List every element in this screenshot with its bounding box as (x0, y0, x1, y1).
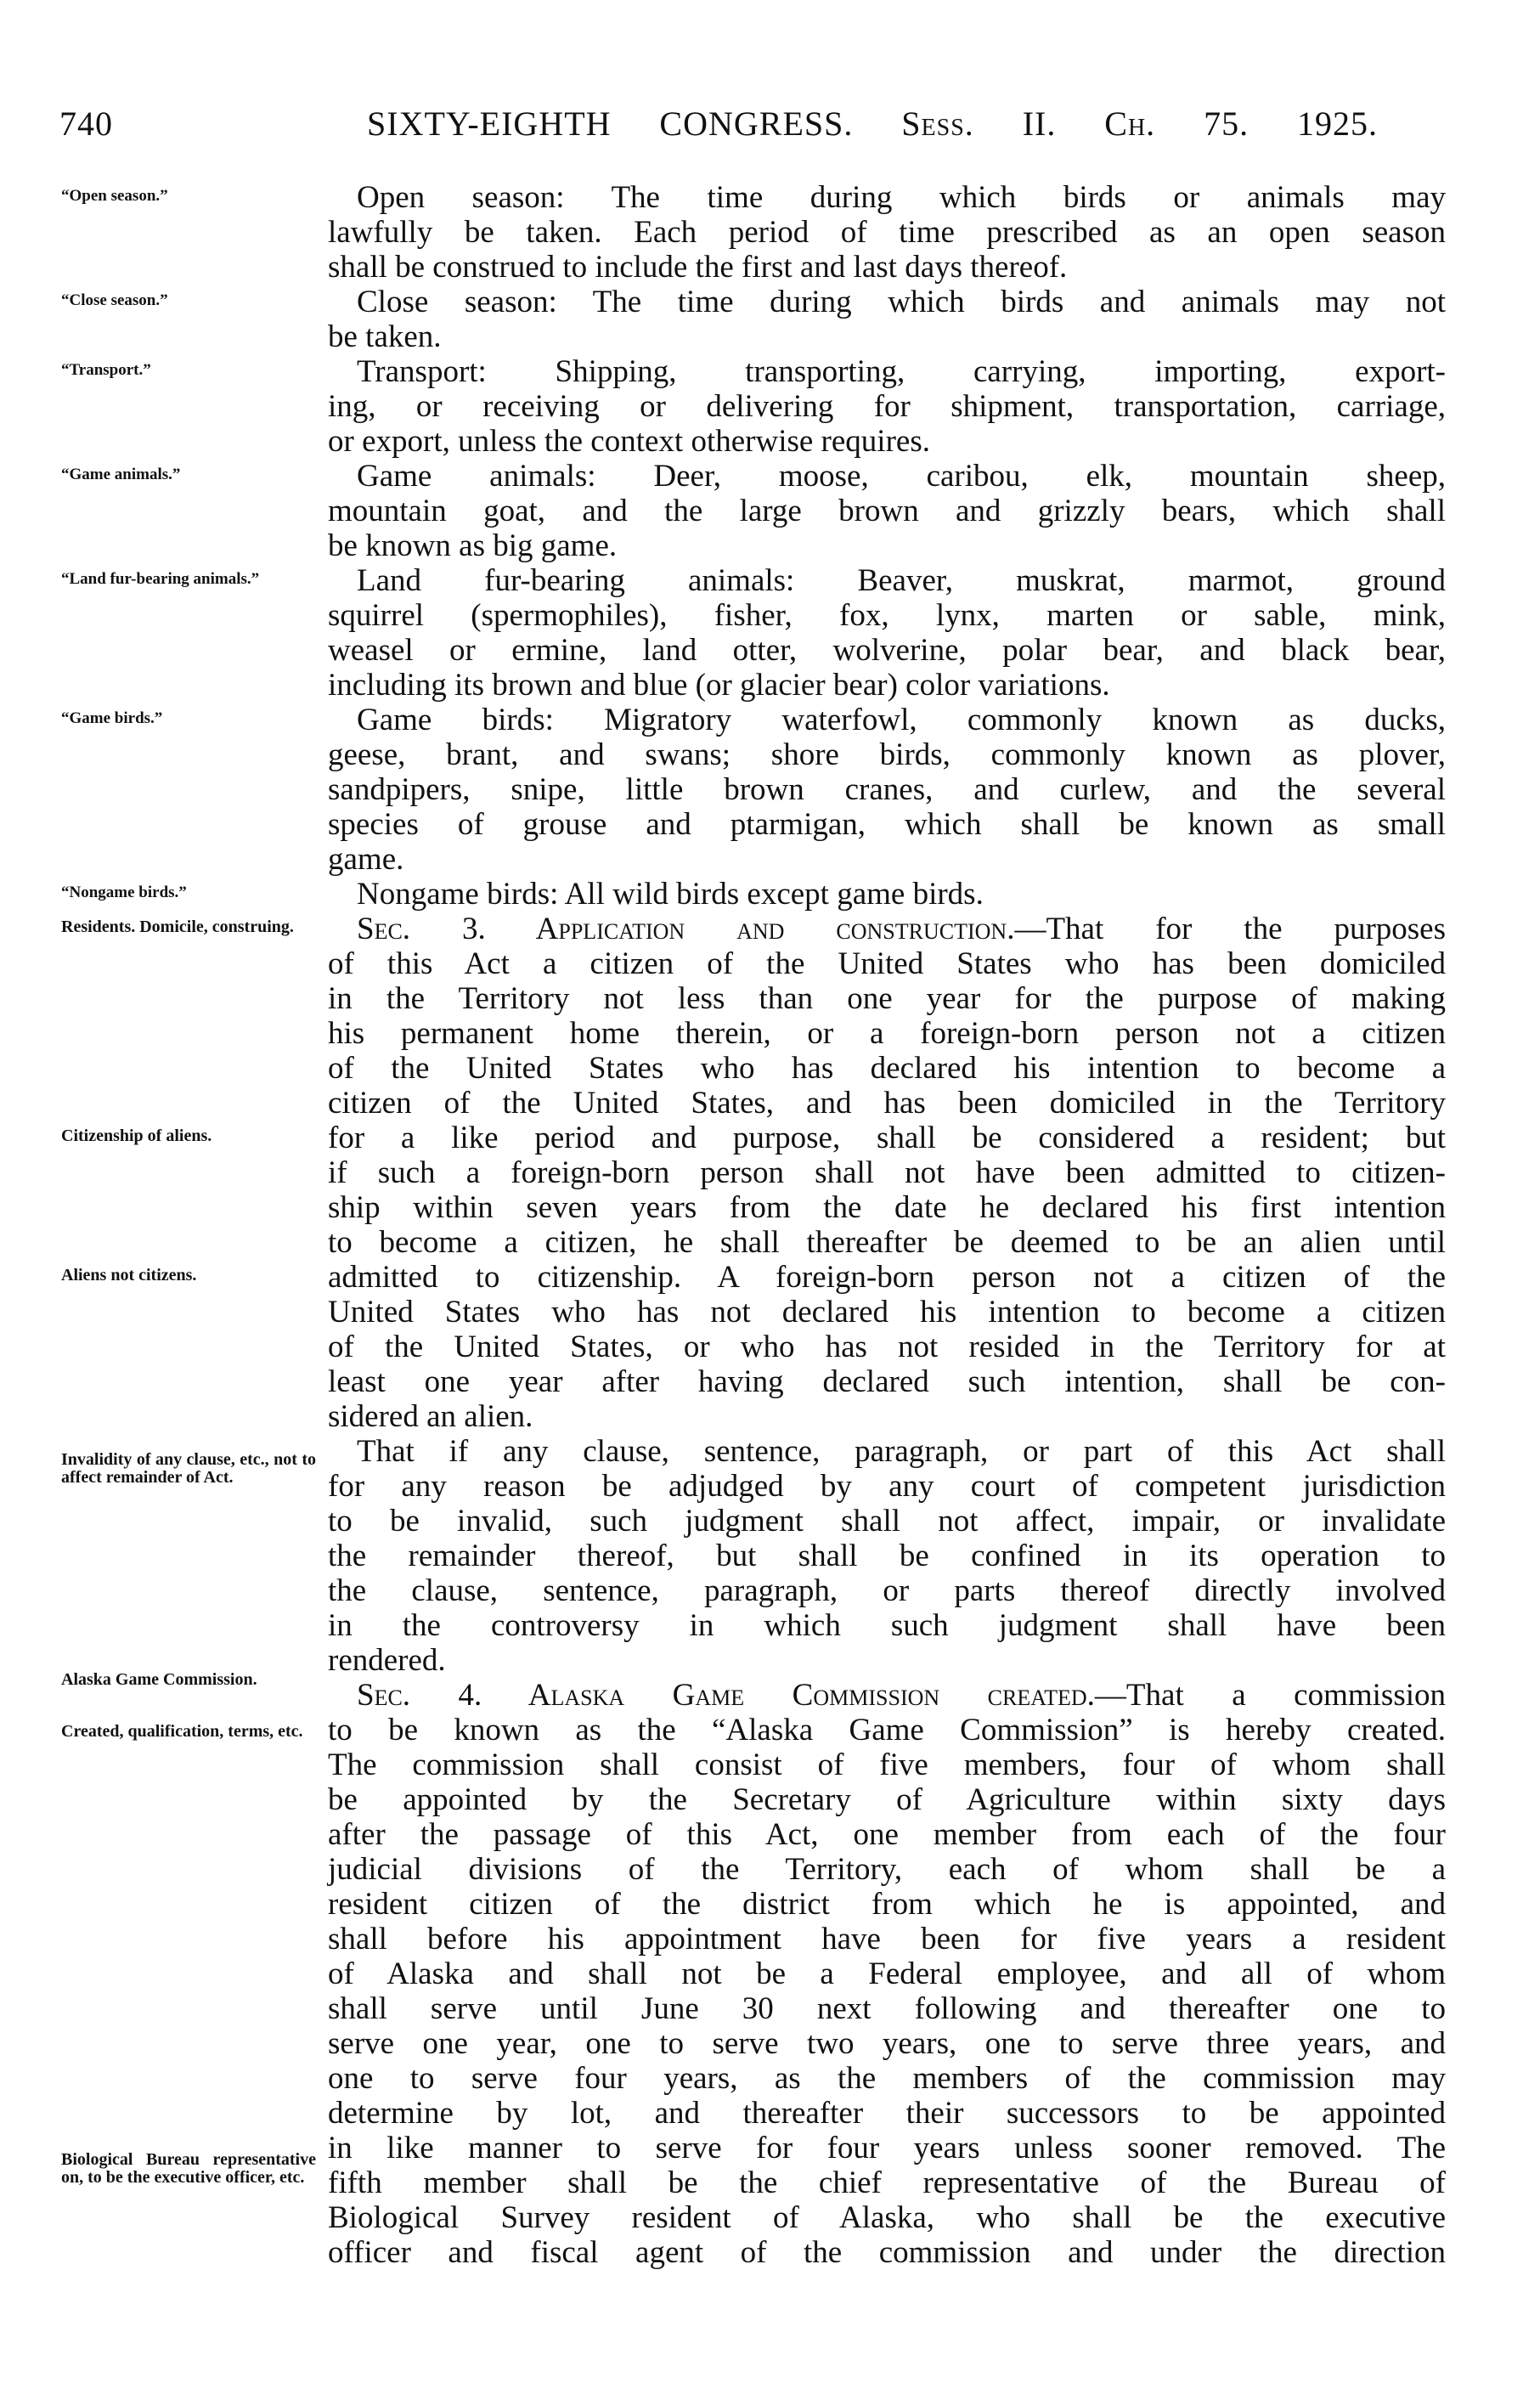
text-line: Game birds: Migratory waterfowl, commonly known as ducks, (357, 703, 1446, 737)
statute-body-text (328, 180, 1446, 2270)
text-line: in the Territory not less than one year for the purpose of making (328, 981, 1446, 1016)
text-line: rendered. (328, 1643, 446, 1678)
text-line: in like manner to serve for four years unless sooner removed. The (328, 2131, 1446, 2165)
text-line: Land fur-bearing animals: Beaver, muskrat, marmot, ground (357, 563, 1446, 598)
section-text: —That a commission (1094, 1678, 1446, 1713)
margin-note: “Nongame birds.” (61, 884, 187, 901)
text-line: Nongame birds: All wild birds except game birds. (357, 877, 984, 912)
text-line: squirrel (spermophiles), fisher, fox, lynx, marten or sable, mink, (328, 598, 1446, 633)
section-text: Sec. 3. (357, 912, 536, 946)
text-line: the clause, sentence, paragraph, or parts thereof directly involved (328, 1573, 1446, 1608)
text-line: That if any clause, sentence, paragraph, or part of this Act shall (357, 1434, 1446, 1469)
text-line: to become a citizen, he shall thereafter be deemed to be an alien until (328, 1225, 1446, 1260)
margin-note: “Open season.” (61, 187, 168, 205)
margin-note: Created, qualification, terms, etc. (61, 1722, 303, 1742)
text-line: Game animals: Deer, moose, caribou, elk, mountain sheep, (357, 459, 1446, 494)
text-line: ing, or receiving or delivering for shipment, transportation, carriage, (328, 389, 1446, 424)
section-text: Sec. 4. (357, 1678, 528, 1713)
margin-note: “Close season.” (61, 291, 168, 309)
text-line: officer and fiscal agent of the commission and under the direction (328, 2235, 1446, 2270)
text-line (328, 912, 1446, 946)
margin-note: Citizenship of aliens. (61, 1126, 212, 1145)
text-line: admitted to citizenship. A foreign-born person not a citizen of the (328, 1260, 1446, 1295)
text-line: of this Act a citizen of the United States who has been domiciled (328, 946, 1446, 981)
text-line: after the passage of this Act, one member from each of the four (328, 1817, 1446, 1852)
text-line: for a like period and purpose, shall be considered a resident; but (328, 1121, 1446, 1155)
section-text: —That for the purposes (1014, 912, 1446, 946)
margin-note: “Transport.” (61, 361, 151, 379)
text-line: of the United States, or who has not resided in the Territory for at (328, 1330, 1446, 1364)
margin-note: Invalidity of any clause, etc., not to affect remainder of Act. (61, 1450, 316, 1488)
section-heading: Alaska Game Commission created. (527, 1678, 1095, 1713)
text-line: serve one year, one to serve two years, one to serve three years, and (328, 2026, 1446, 2061)
running-head-chapter: Ch. 75. (1104, 104, 1249, 143)
text-line: shall serve until June 30 next following and thereafter one to (328, 1991, 1446, 2026)
text-line: shall be construed to include the first and last days thereof. (328, 250, 1068, 285)
text-line: sidered an alien. (328, 1399, 533, 1434)
text-line: his permanent home therein, or a foreign-born person not a citizen (328, 1016, 1446, 1051)
text-line: sandpipers, snipe, little brown cranes, and curlew, and the several (328, 772, 1446, 807)
text-line: ship within seven years from the date he declared his first intention (328, 1190, 1446, 1225)
text-line: be taken. (328, 319, 442, 354)
margin-note: Biological Bureau representative on, to be the executive officer, etc. (61, 2150, 316, 2188)
running-head (367, 104, 1378, 144)
text-line: including its brown and blue (or glacier bear) color variations. (328, 668, 1110, 703)
margin-note: “Game animals.” (61, 466, 181, 483)
text-line: the remainder thereof, but shall be confined in its operation to (328, 1539, 1446, 1573)
text-line: of Alaska and shall not be a Federal employee, and all of whom (328, 1956, 1446, 1991)
text-line: to be known as the “Alaska Game Commission” is hereby created. (328, 1713, 1446, 1748)
running-head-year: 1925. (1297, 104, 1379, 143)
text-line: lawfully be taken. Each period of time prescribed as an open season (328, 215, 1446, 250)
text-line: mountain goat, and the large brown and grizzly bears, which shall (328, 494, 1446, 528)
text-line: one to serve four years, as the members of the commission may (328, 2061, 1446, 2096)
text-line: The commission shall consist of five members, four of whom shall (328, 1748, 1446, 1782)
margin-note: Residents. Domicile, construing. (61, 918, 294, 936)
text-line: shall before his appointment have been for five years a resident (328, 1922, 1446, 1956)
text-line: resident citizen of the district from which he is appointed, and (328, 1887, 1446, 1922)
text-line: United States who has not declared his intention to become a citizen (328, 1295, 1446, 1330)
text-line: weasel or ermine, land otter, wolverine, polar bear, and black bear, (328, 633, 1446, 668)
text-line: fifth member shall be the chief representative of the Bureau of (328, 2165, 1446, 2200)
text-line: be known as big game. (328, 528, 618, 563)
margin-note: Alaska Game Commission. (61, 1669, 257, 1689)
margin-note: “Game birds.” (61, 709, 163, 727)
text-line: Close season: The time during which birds and animals may not (357, 285, 1446, 319)
text-line: judicial divisions of the Territory, each of whom shall be a (328, 1852, 1446, 1887)
text-line: Open season: The time during which birds or animals may (357, 180, 1446, 215)
text-line: if such a foreign-born person shall not have been admitted to citizen- (328, 1155, 1446, 1190)
margin-note: Aliens not citizens. (61, 1266, 197, 1285)
text-line (328, 1678, 1446, 1713)
running-head-congress: SIXTY-EIGHTH CONGRESS. (367, 104, 854, 143)
text-line: least one year after having declared such intention, shall be con- (328, 1364, 1446, 1399)
text-line: game. (328, 842, 404, 877)
page-number: 740 (59, 104, 113, 143)
text-line: be appointed by the Secretary of Agriculture within sixty days (328, 1782, 1446, 1817)
text-line: geese, brant, and swans; shore birds, commonly known as plover, (328, 737, 1446, 772)
text-line: or export, unless the context otherwise requires. (328, 424, 930, 459)
text-line: species of grouse and ptarmigan, which shall be known as small (328, 807, 1446, 842)
text-line: in the controversy in which such judgment shall have been (328, 1608, 1446, 1643)
text-line: for any reason be adjudged by any court of competent jurisdiction (328, 1469, 1446, 1504)
margin-note: “Land fur-bearing animals.” (61, 570, 260, 588)
text-line: citizen of the United States, and has been domiciled in the Territory (328, 1086, 1446, 1121)
running-head-session: Sess. II. (901, 104, 1057, 143)
text-line: to be invalid, such judgment shall not affect, impair, or invalidate (328, 1504, 1446, 1539)
text-line: of the United States who has declared his intention to become a (328, 1051, 1446, 1086)
text-line: Biological Survey resident of Alaska, who shall be the executive (328, 2200, 1446, 2235)
section-heading: Application and construction. (535, 912, 1015, 946)
text-line: determine by lot, and thereafter their successors to be appointed (328, 2096, 1446, 2131)
text-line: Transport: Shipping, transporting, carrying, importing, export- (357, 354, 1446, 389)
